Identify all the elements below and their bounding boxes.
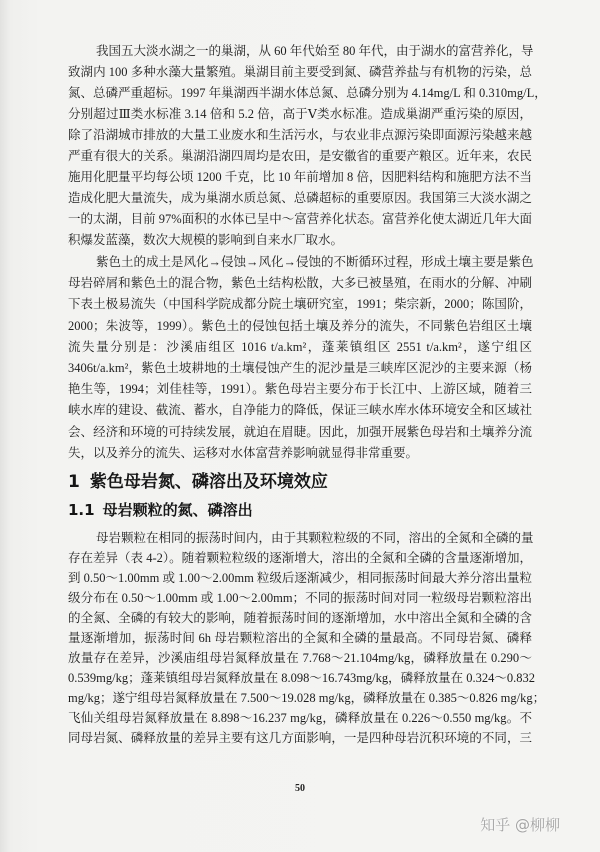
paragraph-line: 积爆发蓝藻，数次大规模的影响到自来水厂取水。: [68, 233, 344, 247]
section-title: 紫色母岩氮、磷溶出及环境效应: [89, 472, 328, 492]
paragraph-line: 造成化肥大量流失，成为巢湖水质总氮、总磷超标的重要原因。我国第三大淡水湖之: [68, 191, 532, 205]
subsection-number: 1.1: [68, 501, 95, 519]
paragraph-line: 艳生等，1994；刘佳桂等，1991）。紫色母岩主要分布于长江中、上游区域，随着三: [68, 382, 532, 397]
paragraph-line: 存在差异（表 4-2）。随着颗粒粒级的逐渐增大，溶出的全氮和全磷的含量逐渐增加，: [68, 551, 532, 565]
paragraph-line: 致湖内 100 多种水藻大量繁殖。巢湖目前主要受到氮、磷营养盐与有机物的污染，总: [68, 65, 532, 79]
paragraph-line: 放量存在差异，沙溪庙组母岩氮释放量在 7.768～21.104mg/kg，磷释放量在 0.290～: [68, 651, 532, 665]
paragraph-line: 氮、总磷严重超标。1997 年巢湖西半湖水体总氮、总磷分别为 4.14mg/L 和 0.310mg/L，: [68, 86, 547, 100]
section-number: 1: [68, 472, 80, 492]
subsection-title: 母岩颗粒的氮、磷溶出: [102, 501, 253, 519]
paragraph-line: mg/kg；遂宁组母岩氮释放量在 7.500～19.028 mg/kg，磷释放量在 0.385～0.826 mg/kg；: [68, 691, 546, 705]
watermark: 知乎 @柳柳: [480, 816, 560, 834]
page-number: 50: [295, 783, 305, 794]
paragraph-line: 的全氮、全磷的有较大的影响，随着振荡时间的逐渐增加，水中溶出全氮和全磷的含: [68, 611, 532, 625]
paragraph-chaohu-taihu: [68, 41, 547, 251]
paragraph-line: 一的太湖，目前 97%面积的水体已呈中～富营养化状态。富营养化使太湖近几年大面: [68, 212, 532, 226]
paragraph-line: 紫色土的成土是风化→侵蚀→风化→侵蚀的不断循环过程，形成土壤主要是紫色: [96, 255, 534, 269]
paragraph-line: 下表土极易流失（中国科学院成都分院土壤研究室，1991；柴宗新，2000；陈国阶，: [68, 297, 532, 312]
paragraph-line: 失，以及养分的流失、运移对水体富营养影响就显得非常重要。: [68, 445, 419, 460]
paragraph-line: 飞仙关组母岩氮释放量在 8.898～16.237 mg/kg，磷释放量在 0.226～0.550 mg/kg。不: [68, 711, 532, 725]
section-heading: [68, 470, 328, 494]
paragraph-line: 流失量分别是：沙溪庙组区 1016 t/a.km²，蓬莱镇组区 2551 t/a.km²，遂宁组区: [68, 339, 532, 354]
paragraph-line: 到 0.50～1.00mm 或 1.00～2.00mm 粒级后逐渐减少，相同振荡时间最大养分溶出量粒: [68, 571, 532, 585]
paragraph-line: 级分布在 0.50～1.00mm 或 1.00～2.00mm；不同的振荡时间对同一粒级母岩颗粒溶出: [68, 591, 532, 605]
paragraph-line: 严重有很大的关系。巢湖沿湖四周均是农田，是安徽省的重要产粮区。近年来，农民: [68, 149, 532, 163]
paragraph-rock-particle-release: [68, 528, 546, 748]
paragraph-line: 会、经济和环境的可持续发展，就迫在眉睫。因此，加强开展紫色母岩和土壤养分流: [68, 424, 532, 439]
paragraph-purple-soil: [68, 252, 532, 464]
paragraph-line: 除了沿湖城市排放的大量工业废水和生活污水，与农业非点源污染即面源污染越来越: [68, 128, 532, 142]
paragraph-line: 分别超过Ⅲ类水标准 3.14 倍和 5.2 倍，高于Ⅴ类水标准。造成巢湖严重污染的原因，: [68, 107, 532, 121]
paragraph-line: 同母岩氮、磷释放量的差异主要有这几方面影响，一是四种母岩沉积环境的不同，三: [68, 731, 532, 745]
paragraph-line: 2000；朱波等，1999）。紫色土的侵蚀包括土壤及养分的流失，不同紫色岩组区土壤: [68, 318, 532, 333]
paragraph-line: 峡水库的建设、截流、蓄水，自净能力的降低，保证三峡水库水体环境安全和区域社: [68, 403, 532, 418]
paragraph-line: 3406t/a.km²，紫色土坡耕地的土壤侵蚀产生的泥沙量是三峡库区泥沙的主要来源（杨: [68, 360, 532, 375]
paragraph-line: 施用化肥量平均每公顷 1200 千克，比 10 年前增加 8 倍，因肥料结构和施肥方法不当: [68, 170, 532, 184]
paragraph-line: 母岩碎屑和紫色土的混合物，紫色土结构松散，大多已被垦殖，在雨水的分解、冲刷: [68, 276, 532, 291]
paragraph-line: 母岩颗粒在相同的振荡时间内，由于其颗粒粒级的不同，溶出的全氮和全磷的量: [96, 531, 534, 545]
paragraph-line: 量逐渐增加，振荡时间 6h 母岩颗粒溶出的全氮和全磷的量最高。不同母岩氮、磷释: [68, 631, 532, 645]
paragraph-line: 0.539mg/kg；蓬莱镇组母岩氮释放量在 8.098～16.743mg/kg，磷释放量在 0.324～0.832: [68, 671, 536, 685]
paragraph-line: 我国五大淡水湖之一的巢湖，从 60 年代始至 80 年代，由于湖水的富营养化，导: [96, 44, 534, 58]
subsection-heading: [68, 499, 253, 521]
